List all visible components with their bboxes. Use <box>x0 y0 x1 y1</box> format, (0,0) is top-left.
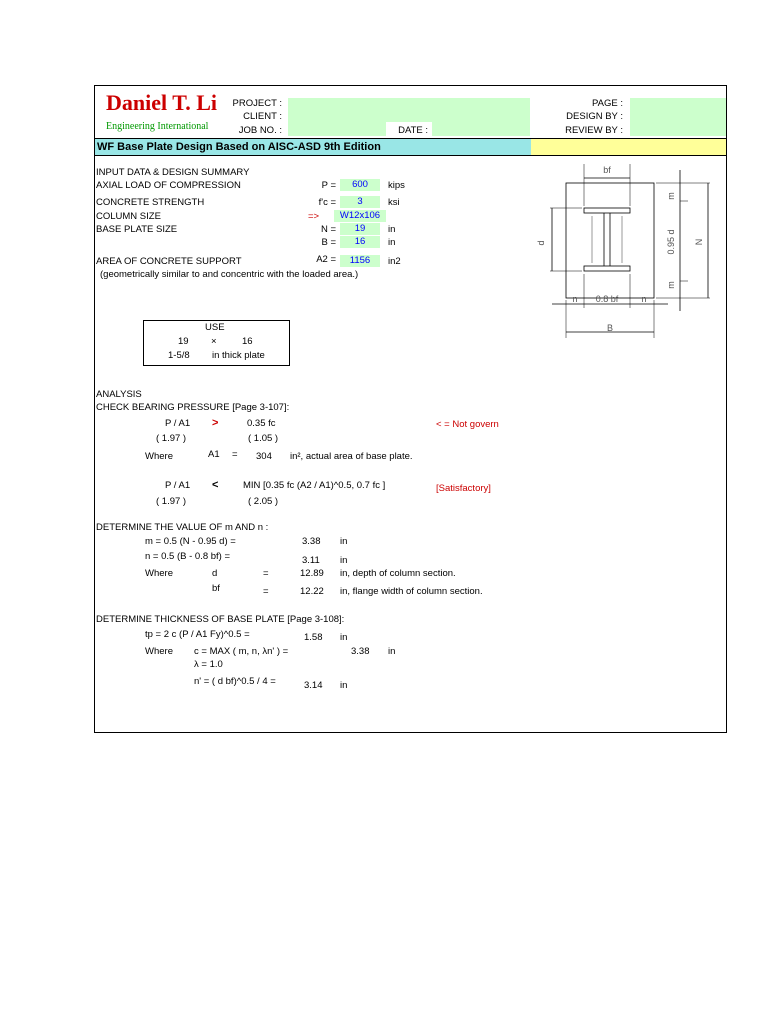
column-size-input[interactable]: W12x106 <box>334 210 386 222</box>
c-unit: in <box>388 646 396 657</box>
d-note: in, depth of column section. <box>340 568 456 579</box>
use-times: × <box>211 336 217 347</box>
ratio-2: ( 1.05 ) <box>248 433 279 444</box>
axial-unit: kips <box>388 180 405 191</box>
date-field[interactable] <box>432 122 530 136</box>
use-n: 19 <box>178 336 189 347</box>
plate-n-input[interactable]: 19 <box>340 223 380 235</box>
column-label: COLUMN SIZE <box>96 211 161 222</box>
area-unit: in2 <box>388 256 401 267</box>
less-than: < <box>212 479 219 491</box>
client-label: CLIENT : <box>243 111 282 122</box>
bf-value: 12.22 <box>300 586 324 597</box>
logo-name: Daniel T. Li <box>106 90 218 115</box>
diagram-n-right-label: n <box>641 294 647 304</box>
diagram-bf-label: bf <box>603 165 611 175</box>
p-over-a1-second: P / A1 <box>165 480 191 491</box>
b-symbol: B = <box>321 237 336 248</box>
input-heading: INPUT DATA & DESIGN SUMMARY <box>96 167 250 178</box>
diagram-N-label: N <box>694 238 704 246</box>
bf-equals: = <box>263 586 269 597</box>
nprime-unit: in <box>340 680 348 691</box>
mn-heading: DETERMINE THE VALUE OF m AND n : <box>96 522 269 533</box>
area-symbol: A2 = <box>316 254 336 265</box>
d-symbol: d <box>212 568 218 579</box>
ratio-3: ( 1.97 ) <box>156 496 187 507</box>
jobno-label: JOB NO. : <box>238 125 282 136</box>
base-plate-diagram <box>532 156 726 346</box>
greater-than: > <box>212 417 219 429</box>
title-bar-right <box>531 139 726 155</box>
review-by-label: REVIEW BY : <box>565 125 623 136</box>
page-title: WF Base Plate Design Based on AISC-ASD 9th Edition <box>95 139 531 155</box>
a1-equals: = <box>232 449 238 460</box>
where-label-3: Where <box>145 646 173 657</box>
d-value: 12.89 <box>300 568 324 579</box>
plate-label: BASE PLATE SIZE <box>96 224 178 235</box>
thickness-heading: DETERMINE THICKNESS OF BASE PLATE [Page 3-108]: <box>96 614 345 625</box>
axial-load-input[interactable]: 600 <box>340 179 380 191</box>
use-b: 16 <box>242 336 253 347</box>
n-expression: n = 0.5 (B - 0.8 bf) = <box>145 551 231 562</box>
bearing-heading: CHECK BEARING PRESSURE [Page 3-107]: <box>96 402 290 413</box>
m-value: 3.38 <box>302 536 321 547</box>
a1-value: 304 <box>256 451 272 462</box>
area-label: AREA OF CONCRETE SUPPORT <box>96 256 242 267</box>
ratio-4: ( 2.05 ) <box>248 496 279 507</box>
design-by-label: DESIGN BY : <box>566 111 623 122</box>
project-label: PROJECT : <box>232 98 282 109</box>
diagram-B-label: B <box>606 323 614 333</box>
diagram-n-left-label: n <box>572 294 578 304</box>
diagram-m-top-label: m <box>666 192 676 200</box>
satisfactory-note: [Satisfactory] <box>436 483 491 494</box>
m-expression: m = 0.5 (N - 0.95 d) = <box>145 536 236 547</box>
lambda: λ = 1.0 <box>194 659 223 670</box>
not-govern-note: < = Not govern <box>436 419 499 430</box>
use-thickness: 1-5/8 <box>168 350 190 361</box>
use-label: USE <box>205 322 225 333</box>
concrete-label: CONCRETE STRENGTH <box>96 197 205 208</box>
diagram-095d-label: 0.95 d <box>666 229 676 255</box>
tp-value: 1.58 <box>304 632 323 643</box>
area-input[interactable]: 1156 <box>340 255 380 267</box>
jobno-field[interactable] <box>288 122 386 136</box>
axial-label: AXIAL LOAD OF COMPRESSION <box>96 180 241 191</box>
tp-unit: in <box>340 632 348 643</box>
c-value: 3.38 <box>351 646 370 657</box>
b-unit: in <box>388 237 396 248</box>
p-over-a1: P / A1 <box>165 418 191 429</box>
tp-expression: tp = 2 c (P / A1 Fy)^0.5 = <box>145 629 250 640</box>
diagram-d-label: d <box>536 240 546 246</box>
n-symbol: N = <box>320 224 336 235</box>
nprime-expression: n' = ( d bf)^0.5 / 4 = <box>194 676 276 687</box>
bf-note: in, flange width of column section. <box>340 586 483 597</box>
a1-note: in², actual area of base plate. <box>290 451 413 462</box>
n-value: 3.11 <box>302 555 320 566</box>
bottom-flange <box>584 266 630 271</box>
plate-b-input[interactable]: 16 <box>340 236 380 248</box>
min-expression: MIN [0.35 fc (A2 / A1)^0.5, 0.7 fc ] <box>243 480 386 491</box>
where-label-2: Where <box>145 568 173 579</box>
date-label: DATE : <box>398 125 428 136</box>
where-label-1: Where <box>145 451 173 462</box>
analysis-heading: ANALYSIS <box>96 389 142 400</box>
concrete-unit: ksi <box>388 197 400 208</box>
c035-fc: 0.35 fc <box>247 418 276 429</box>
top-flange <box>584 208 630 213</box>
concrete-symbol: f'c = <box>318 197 336 208</box>
n-unit: in <box>388 224 396 235</box>
area-note: (geometrically similar to and concentric with the loaded area.) <box>100 269 359 280</box>
axial-symbol: P = <box>321 180 336 191</box>
diagram-m-bottom-label: m <box>666 281 676 289</box>
ratio-1: ( 1.97 ) <box>156 433 187 444</box>
column-arrow: => <box>308 211 320 222</box>
project-client-field[interactable] <box>288 98 530 122</box>
c-expression: c = MAX ( m, n, λn' ) = <box>194 646 289 657</box>
bf-symbol: bf <box>212 583 220 594</box>
page-label: PAGE : <box>592 98 623 109</box>
d-equals: = <box>263 568 269 579</box>
n-unit-mn: in <box>340 555 348 566</box>
concrete-strength-input[interactable]: 3 <box>340 196 380 208</box>
diagram-08bf-label: 0.8 bf <box>595 294 619 304</box>
nprime-value: 3.14 <box>304 680 323 691</box>
page-design-review-field[interactable] <box>630 98 726 136</box>
m-unit: in <box>340 536 348 547</box>
logo-subtitle: Engineering International <box>106 121 209 132</box>
use-thickness-label: in thick plate <box>212 350 265 361</box>
a1-symbol: A1 <box>208 449 220 460</box>
